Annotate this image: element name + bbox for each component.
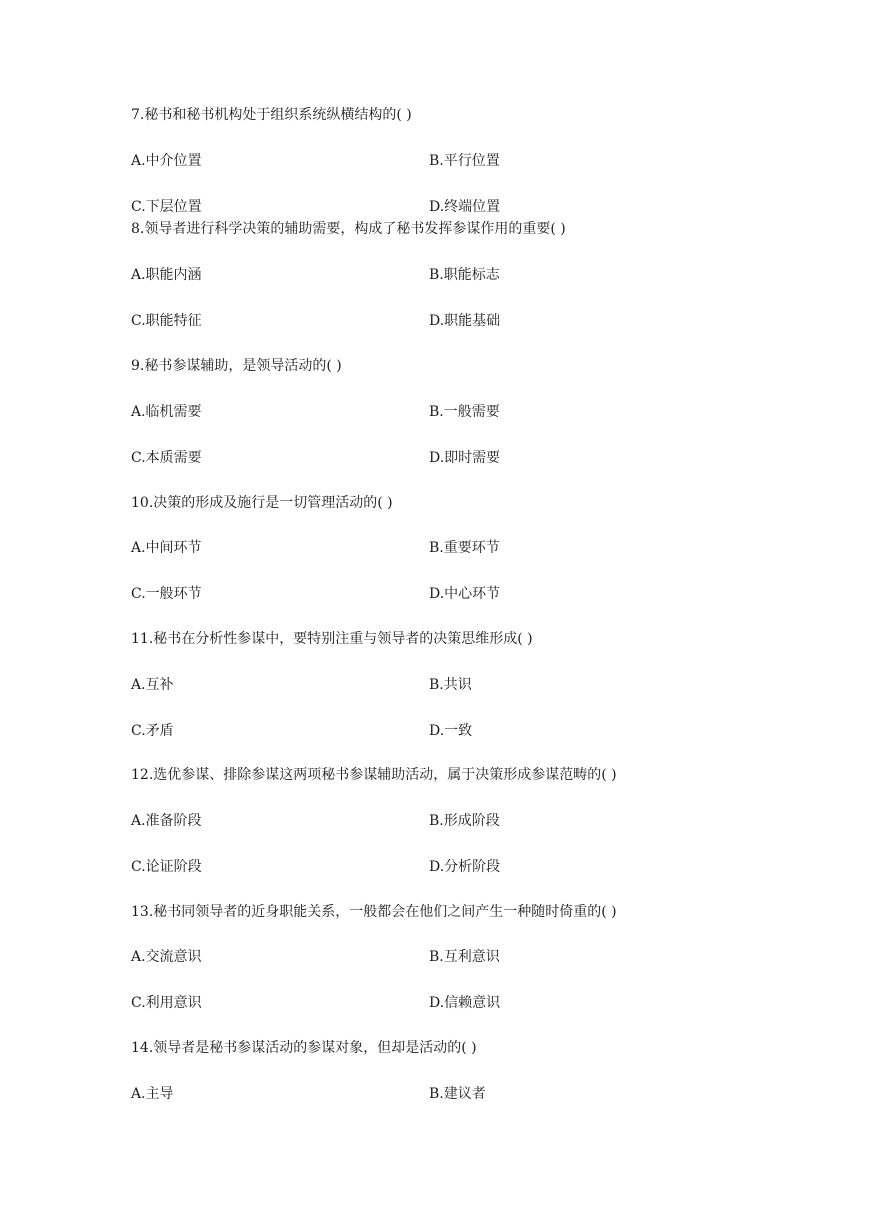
question-7-stem: 7.秘书和秘书机构处于组织系统纵横结构的( )	[131, 107, 412, 123]
question-8-stem: 8.领导者进行科学决策的辅助需要，构成了秘书发挥参谋作用的重要( )	[131, 221, 566, 237]
question-13-option-a: A.交流意识	[131, 949, 202, 965]
question-7-option-d: D.终端位置	[429, 199, 501, 215]
question-12-stem: 12.选优参谋、排除参谋这两项秘书参谋辅助活动，属于决策形成参谋范畴的( )	[131, 767, 617, 783]
question-13-option-b: B.互利意识	[429, 949, 500, 965]
question-12-option-b: B.形成阶段	[429, 813, 500, 829]
question-9-option-a: A.临机需要	[131, 404, 202, 420]
question-10-option-d: D.中心环节	[429, 586, 501, 602]
question-8-option-c: C.职能特征	[131, 313, 202, 329]
question-10-stem: 10.决策的形成及施行是一切管理活动的( )	[131, 495, 393, 511]
question-12-option-a: A.准备阶段	[131, 813, 202, 829]
question-8-option-d: D.职能基础	[429, 313, 501, 329]
question-9-option-c: C.本质需要	[131, 450, 202, 466]
question-11-option-d: D.一致	[429, 723, 473, 739]
question-13-stem: 13.秘书同领导者的近身职能关系，一般都会在他们之间产生一种随时倚重的( )	[131, 904, 617, 920]
question-7-option-c: C.下层位置	[131, 199, 202, 215]
question-9-stem: 9.秘书参谋辅助，是领导活动的( )	[131, 358, 342, 374]
question-8-option-a: A.职能内涵	[131, 267, 202, 283]
question-9-option-b: B.一般需要	[429, 404, 500, 420]
question-11-option-c: C.矛盾	[131, 723, 174, 739]
question-13-option-c: C.利用意识	[131, 995, 202, 1011]
question-9-option-d: D.即时需要	[429, 450, 501, 466]
question-7-option-a: A.中介位置	[131, 153, 202, 169]
question-10-option-b: B.重要环节	[429, 540, 500, 556]
question-14-option-b: B.建议者	[429, 1086, 486, 1102]
question-14-stem: 14.领导者是秘书参谋活动的参谋对象，但却是活动的( )	[131, 1040, 477, 1056]
question-11-option-b: B.共识	[429, 677, 472, 693]
question-11-option-a: A.互补	[131, 677, 174, 693]
question-12-option-d: D.分析阶段	[429, 859, 501, 875]
question-8-option-b: B.职能标志	[429, 267, 500, 283]
question-10-option-c: C.一般环节	[131, 586, 202, 602]
question-11-stem: 11.秘书在分析性参谋中，要特别注重与领导者的决策思维形成( )	[131, 631, 533, 647]
question-14-option-a: A.主导	[131, 1086, 174, 1102]
question-10-option-a: A.中间环节	[131, 540, 202, 556]
question-7-option-b: B.平行位置	[429, 153, 500, 169]
question-12-option-c: C.论证阶段	[131, 859, 202, 875]
question-13-option-d: D.信赖意识	[429, 995, 501, 1011]
